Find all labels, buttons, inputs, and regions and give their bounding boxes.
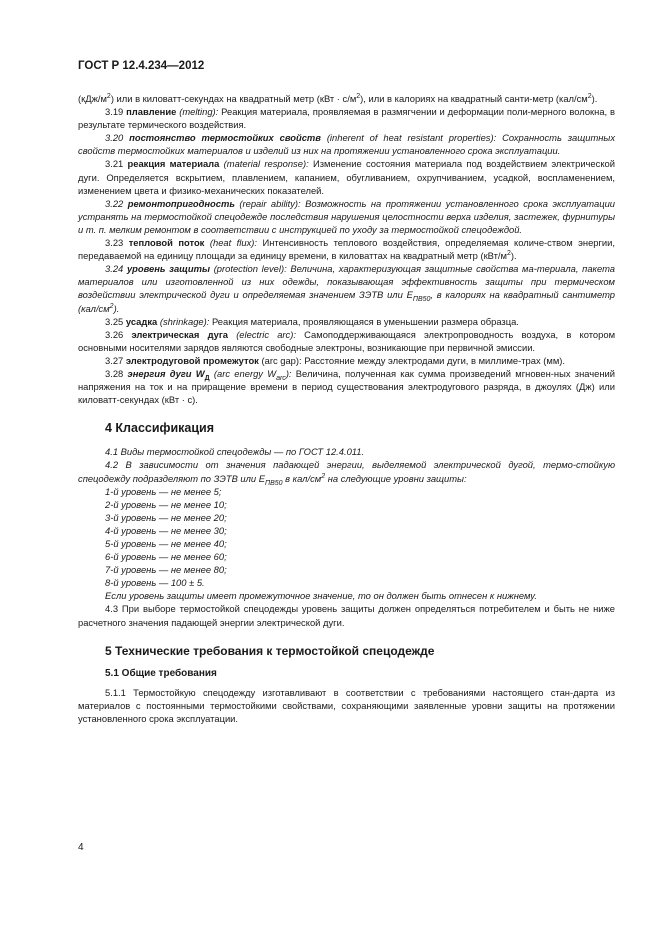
subsection-5-1-heading: 5.1 Общие требования <box>105 667 217 679</box>
document-body <box>78 92 615 725</box>
classification-note: Если уровень защиты имеет промежуточное значение, то он должен быть отнесен к нижнему. <box>105 590 537 602</box>
protection-levels-list <box>78 485 615 590</box>
term-3-23: 3.23 тепловой поток (heat flux): Интенсивность теплового воздействия, определяемая количе-ством энергии, передаваемой на единицу площади за единицу времени, в киловаттах на квадратный метр $(кВт/м^2)$. <box>78 237 616 262</box>
paragraph-4-2: 4.2 В зависимости от значения падающей энергии, выделяемой электрической дугой, термо-стойкую спецодежду подразделяют по ЗЭТВ или $E_{ПВ50}$ в кал/$см^2$ на следующие уровни защиты: <box>78 459 615 487</box>
list-item: 3-й уровень — не менее 20; <box>105 511 227 523</box>
term-3-20: 3.20 постоянство термостойких свойств (inherent of heat resistant properties): Сохранность защитных свойств термостойких материалов и изделий из них на протяжении установленного срока эксплуатации. <box>78 132 616 157</box>
section-4-heading: 4 Классификация <box>105 421 215 436</box>
term-3-21: 3.21 реакция материала (material response): Изменение состояния материала под воздействием электрической дуги. Определяется вскрытием, плавлением, капанием, обугливанием, охрупчиванием, усадкой, воспламенением, изменением цвета и физико-механических показателей. <box>78 158 615 196</box>
section-5-heading: 5 Технические требования к термостойкой спецодежде <box>105 643 435 658</box>
term-3-26: 3.26 электрическая дуга (electric arc): Самоподдерживающаяся электропроводность воздуха, в котором основными носителями зарядов являются свободные электроны, возникающие при первичной эмиссии. <box>78 328 616 353</box>
list-item: 6-й уровень — не менее 60; <box>105 551 227 563</box>
paragraph-4-3: 4.3 При выборе термостойкой спецодежды уровень защиты должен определяться потребителем и быть не ниже расчетного значения падающей энергии электрической дуги. <box>78 603 615 628</box>
term-3-28: 3.28 энергия дуги $W_Д$ (arc energy $W_{arc}$): Величина, полученная как сумма произведений мгновен-ных значений напряжения на ток и на приращение времени в период существования электродугового разряда, в джоулях (Дж) или киловатт-секундах (кВт · с). <box>78 367 616 406</box>
list-item: 4-й уровень — не менее 30; <box>105 524 227 536</box>
paragraph-4-1: 4.1 Виды термостойкой спецодежды — по ГОСТ 12.4.011. <box>105 446 365 458</box>
list-item: 7-й уровень — не менее 80; <box>105 564 227 576</box>
list-item: 5-й уровень — не менее 40; <box>105 538 227 549</box>
list-item: 1-й уровень — не менее 5; <box>105 485 222 497</box>
intro-paragraph: $(кДж/м^2)$ или в киловатт-секундах на квадратный метр $(кВт \cdot с/м^2)$, или в калориях на квадратный санти-метр $(кал/см^2)$. <box>78 92 598 104</box>
term-3-19: 3.19 плавление (melting): Реакция материала, проявляемая в размягчении и деформации поли-мерного волокна, в результате термического воздействия. <box>78 106 616 131</box>
list-item: 2-й уровень — не менее 10; <box>105 498 227 510</box>
list-item: 8-й уровень — 100 ± 5. <box>105 577 205 589</box>
term-3-22: 3.22 ремонтопригодность (repair ability): Возможность на протяжении установленного срока эксплуатации устранять на термостойкой спецодежде последствия нарушения целостности верха изделия, застежек, фурнитуры и т. п. мелким ремонтом в соответствии с инструкцией по уходу за термостойкой спецодеждой. <box>78 197 616 235</box>
term-3-25: 3.25 усадка (shrinkage): Реакция материала, проявляющаяся в уменьшении размера образца. <box>105 315 519 327</box>
term-3-27: 3.27 электродуговой промежуток (arc gap): Расстояние между электродами дуги, в миллиме-трах (мм). <box>105 354 566 366</box>
term-3-24: 3.24 уровень защиты (protection level): Величина, характеризующая защитные свойства ма-териала, пакета материалов или изготовленной из них одежды, показывающая эффективность защиты при термическом воздействии электрической дуги и определяемая значением ЗЭТВ или $E_{ПВ50}$, в калориях на квадратный сантиметр $(кал/см^2)$. <box>78 263 615 314</box>
paragraph-5-1-1: 5.1.1 Термостойкую спецодежду изготавливают в соответствии с требованиями настоящего стан-дарта из материалов с постоянными термостойкими свойствами, сохраняющими заявленные уровни защиты на протяжении установленного срока эксплуатации. <box>78 686 615 725</box>
page-number: 4 <box>78 842 84 853</box>
document-header: ГОСТ Р 12.4.234—2012 <box>78 60 205 72</box>
